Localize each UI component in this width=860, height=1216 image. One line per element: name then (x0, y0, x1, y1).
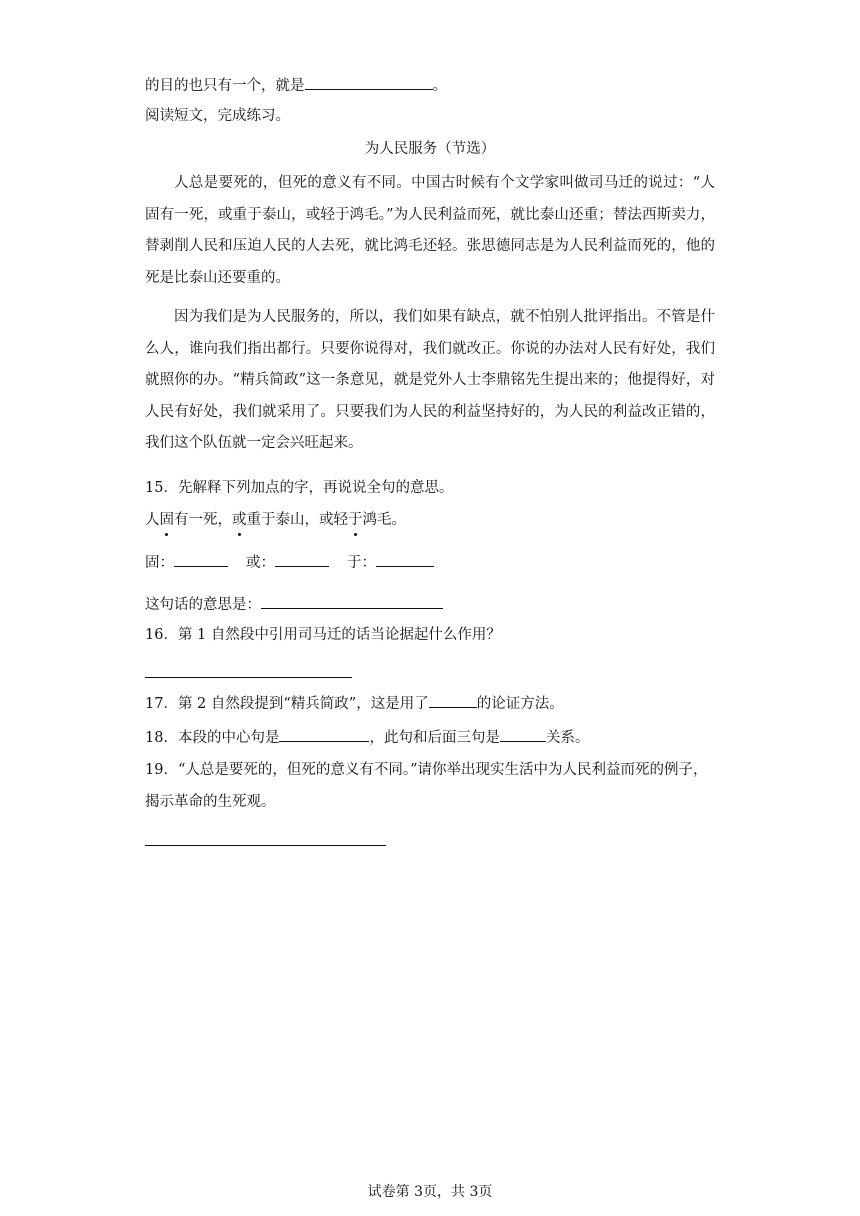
question-15-meaning (145, 593, 443, 615)
question-19-line2: 揭示革命的生死观。 (145, 794, 276, 810)
dotted-char-yu: 于 (348, 512, 363, 528)
question-17-prompt-b: 的论证方法。 (476, 696, 564, 712)
question-18-prompt-c: 关系。 (545, 730, 590, 746)
question-19-line1: 19．“人总是要死的，但死的意义有不同。”请你举出现实生活中为人民利益而死的例子， (145, 762, 708, 778)
question-18 (145, 726, 589, 748)
blank-meaning[interactable] (261, 593, 443, 609)
dotted-char-huo: 或 (232, 512, 247, 528)
question-19-answer-line[interactable] (145, 845, 386, 846)
question-15-prompt: 15．先解释下列加点的字，再说说全句的意思。 (145, 480, 454, 496)
question-15-sentence: 人固有一死，或重于泰山，或轻于鸿毛。 (145, 512, 406, 528)
meaning-label: 这句话的意思是： (145, 597, 261, 613)
page-footer: 试卷第 3页，共 3页 (367, 1184, 493, 1200)
top-line-end: 。 (432, 78, 447, 94)
blank-gu[interactable] (174, 551, 228, 567)
question-15-blanks (145, 551, 434, 573)
question-18-prompt-b: ，此句和后面三句是 (369, 730, 500, 746)
question-18-prompt-a: 18．本段的中心句是 (145, 730, 280, 746)
passage-paragraph-2: 因为我们是为人民服务的，所以，我们如果有缺点，就不怕别人批评指出。不管是什么人，谁向我们指出都行。只要你说得对，我们就改正。你说的办法对人民有好处，我们就照你的办。“精兵简政”这一条意见，就是党外人士李鼎铭先生提出来的；他提得好，对人民有好处，我们就采用了。只要我们为人民的利益坚持好的，为人民的利益改正错的，我们这个队伍就一定会兴旺起来。 (145, 309, 715, 451)
top-line (145, 74, 447, 96)
label-gu: 固： (145, 555, 174, 571)
question-16-prompt: 16．第 1 自然段中引用司马迁的话当论据起什么作用？ (145, 627, 501, 643)
answer-blank[interactable] (305, 74, 433, 90)
blank-18b[interactable] (500, 726, 546, 742)
question-16-answer-line[interactable] (145, 677, 352, 678)
blank-yu[interactable] (376, 551, 434, 567)
blank-17[interactable] (429, 692, 477, 708)
passage-paragraph-1: 人总是要死的，但死的意义有不同。中国古时候有个文学家叫做司马迁的说过：“人固有一死，或重于泰山，或轻于鸿毛。”为人民利益而死，就比泰山还重；替法西斯卖力，替剥削人民和压迫人民的人去死，就比鸿毛还轻。张思德同志是为人民利益而死的，他的死是比泰山还要重的。 (145, 175, 715, 286)
top-line-text: 的目的也只有一个，就是 (145, 78, 305, 94)
blank-18a[interactable] (279, 726, 369, 742)
label-huo: 或： (246, 555, 275, 571)
blank-huo[interactable] (275, 551, 329, 567)
passage-title: 为人民服务（节选） (364, 141, 496, 157)
dotted-char-gu: 固 (159, 512, 174, 528)
question-17-prompt-a: 17．第 2 自然段提到“精兵简政”，这是用了 (145, 696, 429, 712)
question-17 (145, 692, 564, 714)
label-yu: 于： (347, 555, 376, 571)
instruction: 阅读短文，完成练习。 (145, 108, 290, 124)
